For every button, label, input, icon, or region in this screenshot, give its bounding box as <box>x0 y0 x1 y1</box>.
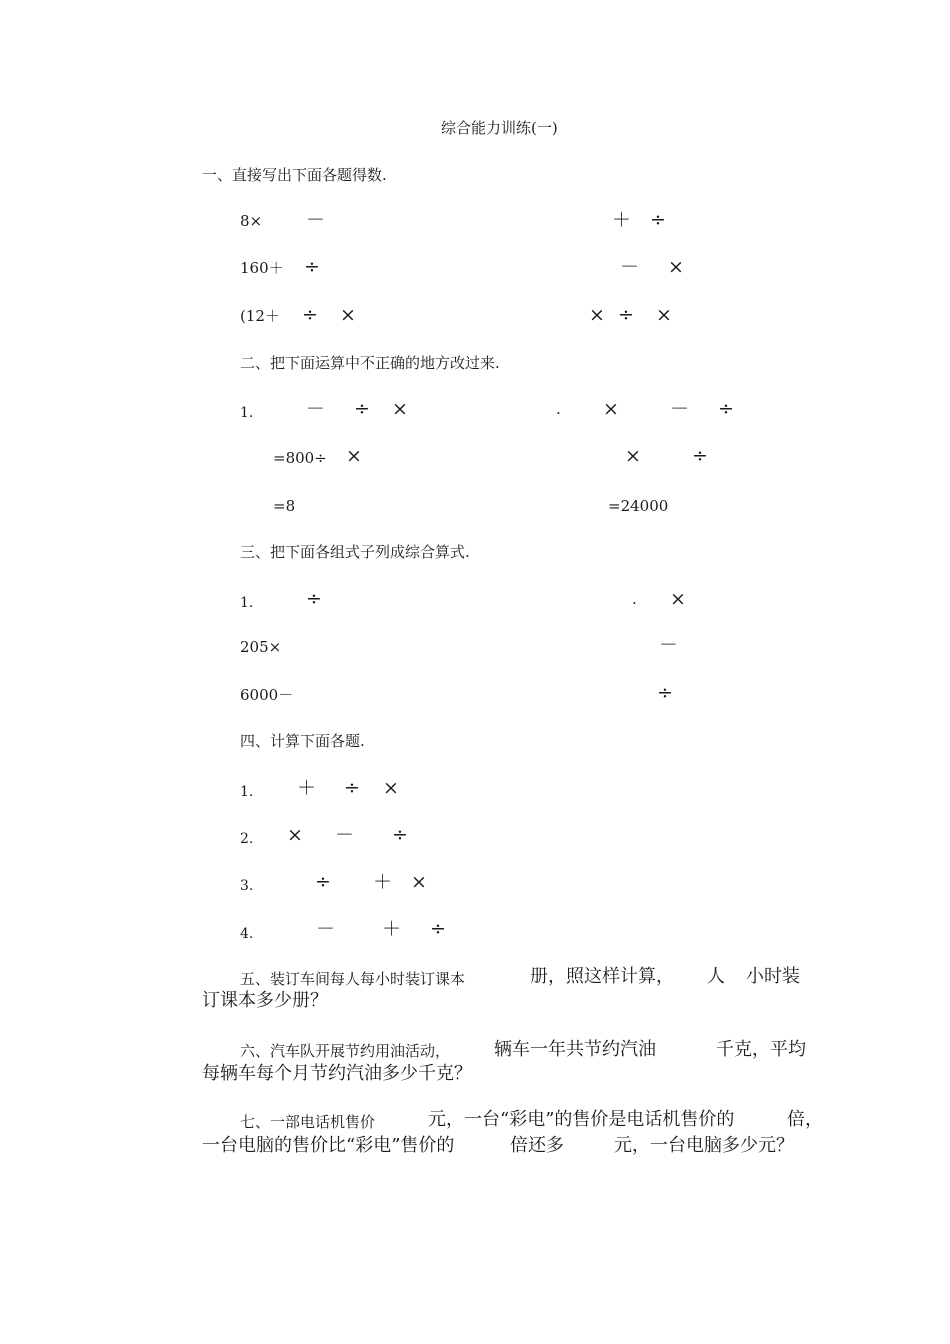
s2-l2-right-op2: ÷ <box>692 445 708 467</box>
s1-row1-right-op2: ÷ <box>650 209 666 231</box>
s1-row3-left-prefix: (12＋ <box>240 307 280 325</box>
s7-line2b: 倍还多 <box>510 1135 564 1156</box>
section1-heading: 一、直接写出下面各题得数. <box>202 166 387 184</box>
s7-lead: 七、一部电话机售价 <box>240 1113 376 1131</box>
s4-item1-number: 1. <box>240 784 254 800</box>
s4-item1-op3: × <box>383 777 399 799</box>
s1-row3-right-op3: × <box>656 304 672 326</box>
s7-part2: 元，一台“彩电”的售价是电话机售价的 <box>428 1109 735 1130</box>
section3-heading: 三、把下面各组式子列成综合算式. <box>240 543 470 561</box>
s1-row2-left-op2: ÷ <box>304 256 320 278</box>
s4-item2-op3: ÷ <box>392 824 408 846</box>
s1-row2-right-op2: × <box>668 256 684 278</box>
s2-l2-left-prefix: =800÷ <box>273 449 327 467</box>
s2-item-number: 1. <box>240 405 254 421</box>
s2-l1-right-op2: － <box>670 398 690 420</box>
s2-l3-left: =8 <box>273 497 296 515</box>
page-title: 综合能力训练(一) <box>441 119 558 137</box>
s7-part3: 倍， <box>787 1109 823 1130</box>
s1-row3-left-op2: ÷ <box>302 304 318 326</box>
s6-part3: 千克，平均 <box>716 1039 806 1060</box>
s2-l2-right-op1: × <box>625 445 641 467</box>
s1-row3-right-op2: ÷ <box>618 304 634 326</box>
s5-part4: 小时装 <box>746 966 800 987</box>
section2-heading: 二、把下面运算中不正确的地方改过来. <box>240 354 500 372</box>
s1-row1-left-prefix: 8× <box>240 212 263 230</box>
s6-lead: 六、汽车队开展节约用油活动， <box>240 1042 451 1060</box>
s4-item2-op1: × <box>287 824 303 846</box>
s3-l1-right-op: × <box>670 588 686 610</box>
s4-item3-op1: ÷ <box>315 871 331 893</box>
s5-lead: 五、装订车间每人每小时装订课本 <box>240 970 466 988</box>
s3-l1-left-op: ÷ <box>306 588 322 610</box>
s1-row1-left-op2: － <box>306 209 326 231</box>
s2-l1-left-op2: ÷ <box>354 398 370 420</box>
s4-item4-op1: － <box>316 918 336 940</box>
s2-l1-right-op1: × <box>603 398 619 420</box>
s3-l2-left: 205× <box>240 638 282 656</box>
s4-item4-op3: ÷ <box>430 918 446 940</box>
s7-line2c: 元，一台电脑多少元？ <box>614 1135 794 1156</box>
s6-line2: 每辆车每个月节约汽油多少千克？ <box>202 1063 472 1084</box>
s4-item4-number: 4. <box>240 926 254 942</box>
s1-row1-right-op1: ＋ <box>612 209 632 231</box>
s2-l1-right-op3: ÷ <box>718 398 734 420</box>
s5-line2: 订课本多少册？ <box>202 990 328 1011</box>
s3-l3-right-op: ÷ <box>657 682 673 704</box>
s2-l1-left-op1: － <box>306 398 326 420</box>
s1-row3-right-op1: × <box>589 304 605 326</box>
section4-heading: 四、计算下面各题. <box>240 732 365 750</box>
s3-l1-right-num: . <box>632 590 637 608</box>
s4-item1-op2: ÷ <box>344 777 360 799</box>
s4-item1-op1: ＋ <box>297 777 317 799</box>
s4-item3-op2: ＋ <box>373 871 393 893</box>
s2-l1-right-num: . <box>556 400 561 418</box>
s1-row3-left-op3: × <box>340 304 356 326</box>
s4-item4-op2: ＋ <box>382 918 402 940</box>
s4-item3-op3: × <box>411 871 427 893</box>
s4-item2-number: 2. <box>240 831 254 847</box>
s3-l3-left: 6000－ <box>240 686 294 704</box>
s4-item3-number: 3. <box>240 878 254 894</box>
s3-l2-right-op: － <box>659 634 679 656</box>
s3-item-number: 1. <box>240 595 254 611</box>
s2-l1-left-op3: × <box>392 398 408 420</box>
s1-row2-right-op1: － <box>620 256 640 278</box>
s5-part3: 人 <box>707 966 725 987</box>
s7-line2a: 一台电脑的售价比“彩电”售价的 <box>202 1135 455 1156</box>
s2-l3-right: =24000 <box>608 497 669 515</box>
s2-l2-left-op2: × <box>346 445 362 467</box>
s1-row2-left-prefix: 160＋ <box>240 259 284 277</box>
s5-part2: 册，照这样计算， <box>530 966 674 987</box>
s4-item2-op2: － <box>335 824 355 846</box>
s6-part2: 辆车一年共节约汽油 <box>494 1039 656 1060</box>
